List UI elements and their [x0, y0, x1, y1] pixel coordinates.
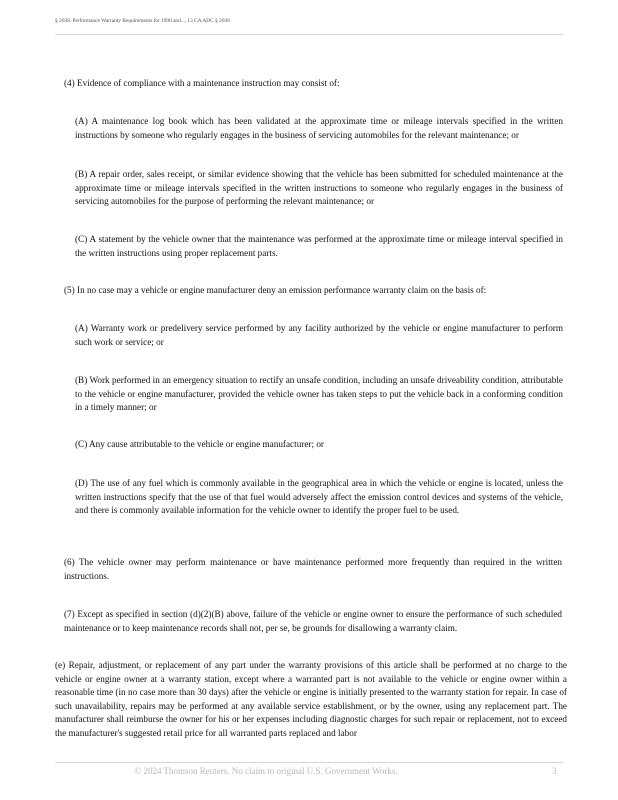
paragraph-d5-b: (B) Work performed in an emergency situation to rectify an unsafe condition, including an unsafe driveability condition, attributable to the vehicle or engine manufacturer, provided the vehicle owner has taken steps to put the vehicle back in a conforming condition in a timely manner; or — [75, 375, 563, 412]
paragraph-d4: (4) Evidence of compliance with a maintenance instruction may consist of: — [64, 78, 340, 88]
paragraph-d4-a: (A) A maintenance log book which has been validated at the approximate time or mileage intervals specified in the written instructions by someone who regularly engages in the business of servicing automobiles for the relevant maintenance; or — [75, 116, 563, 140]
paragraph-d4-b: (B) A repair order, sales receipt, or similar evidence showing that the vehicle has been submitted for scheduled maintenance at the approximate time or mileage intervals specified in the written instructions to someone who regularly engages in the business of servicing automobiles for the purpose of performing the relevant maintenance; or — [75, 169, 563, 206]
paragraph-d4-c: (C) A statement by the vehicle owner that the maintenance was performed at the approximate time or mileage interval specified in the written instructions using proper replacement parts. — [75, 234, 563, 258]
paragraph-d5-d: (D) The use of any fuel which is commonly available in the geographical area in which the vehicle or engine is located, unless the written instructions specify that the use of that fuel would adversely affect the emission control devices and systems of the vehicle, and there is commonly available information for the vehicle owner to identify the proper fuel to be used. — [75, 478, 563, 515]
paragraph-d5: (5) In no case may a vehicle or engine manufacturer deny an emission performance warranty claim on the basis of: — [64, 285, 487, 295]
page-number: 3 — [552, 766, 557, 776]
paragraph-d5-c: (C) Any cause attributable to the vehicle or engine manufacturer; or — [75, 439, 324, 449]
header-divider — [55, 34, 563, 35]
paragraph-d6: (6) The vehicle owner may perform maintenance or have maintenance performed more frequently than required in the written instructions. — [64, 557, 562, 581]
paragraph-d5-a: (A) Warranty work or predelivery service performed by any facility authorized by the vehicle or engine manufacturer to perform such work or service; or — [75, 323, 563, 347]
paragraph-d7: (7) Except as specified in section (d)(2)(B) above, failure of the vehicle or engine owner to ensure the performance of such scheduled maintenance or to keep maintenance records shall not, per se, be grounds for disallowing a warranty claim. — [64, 609, 562, 633]
footer-divider — [55, 762, 563, 763]
paragraph-e: (e) Repair, adjustment, or replacement of any part under the warranty provisions of this article shall be performed at no charge to the vehicle or engine owner at a warranty station, except where a warranted part is not available to the vehicle or engine owner within a reasonable time (in no case more than 30 days) after the vehicle or engine is initially presented to the warranty station for repair. In case of such unavailability, repairs may be performed at any available service establishment, or by the owner, using any replacement part. The manufacturer shall reimburse the owner for his or her expenses including diagnostic charges for such repair or replacement, not to exceed the manufacturer's suggested retail price for all warranted parts replaced and labor — [55, 660, 567, 738]
running-header: § 2038. Performance Warranty Requirements for 1990 and..., 13 CA ADC § 2038 — [55, 18, 230, 24]
footer-copyright: © 2024 Thomson Reuters. No claim to original U.S. Government Works. — [134, 766, 398, 776]
